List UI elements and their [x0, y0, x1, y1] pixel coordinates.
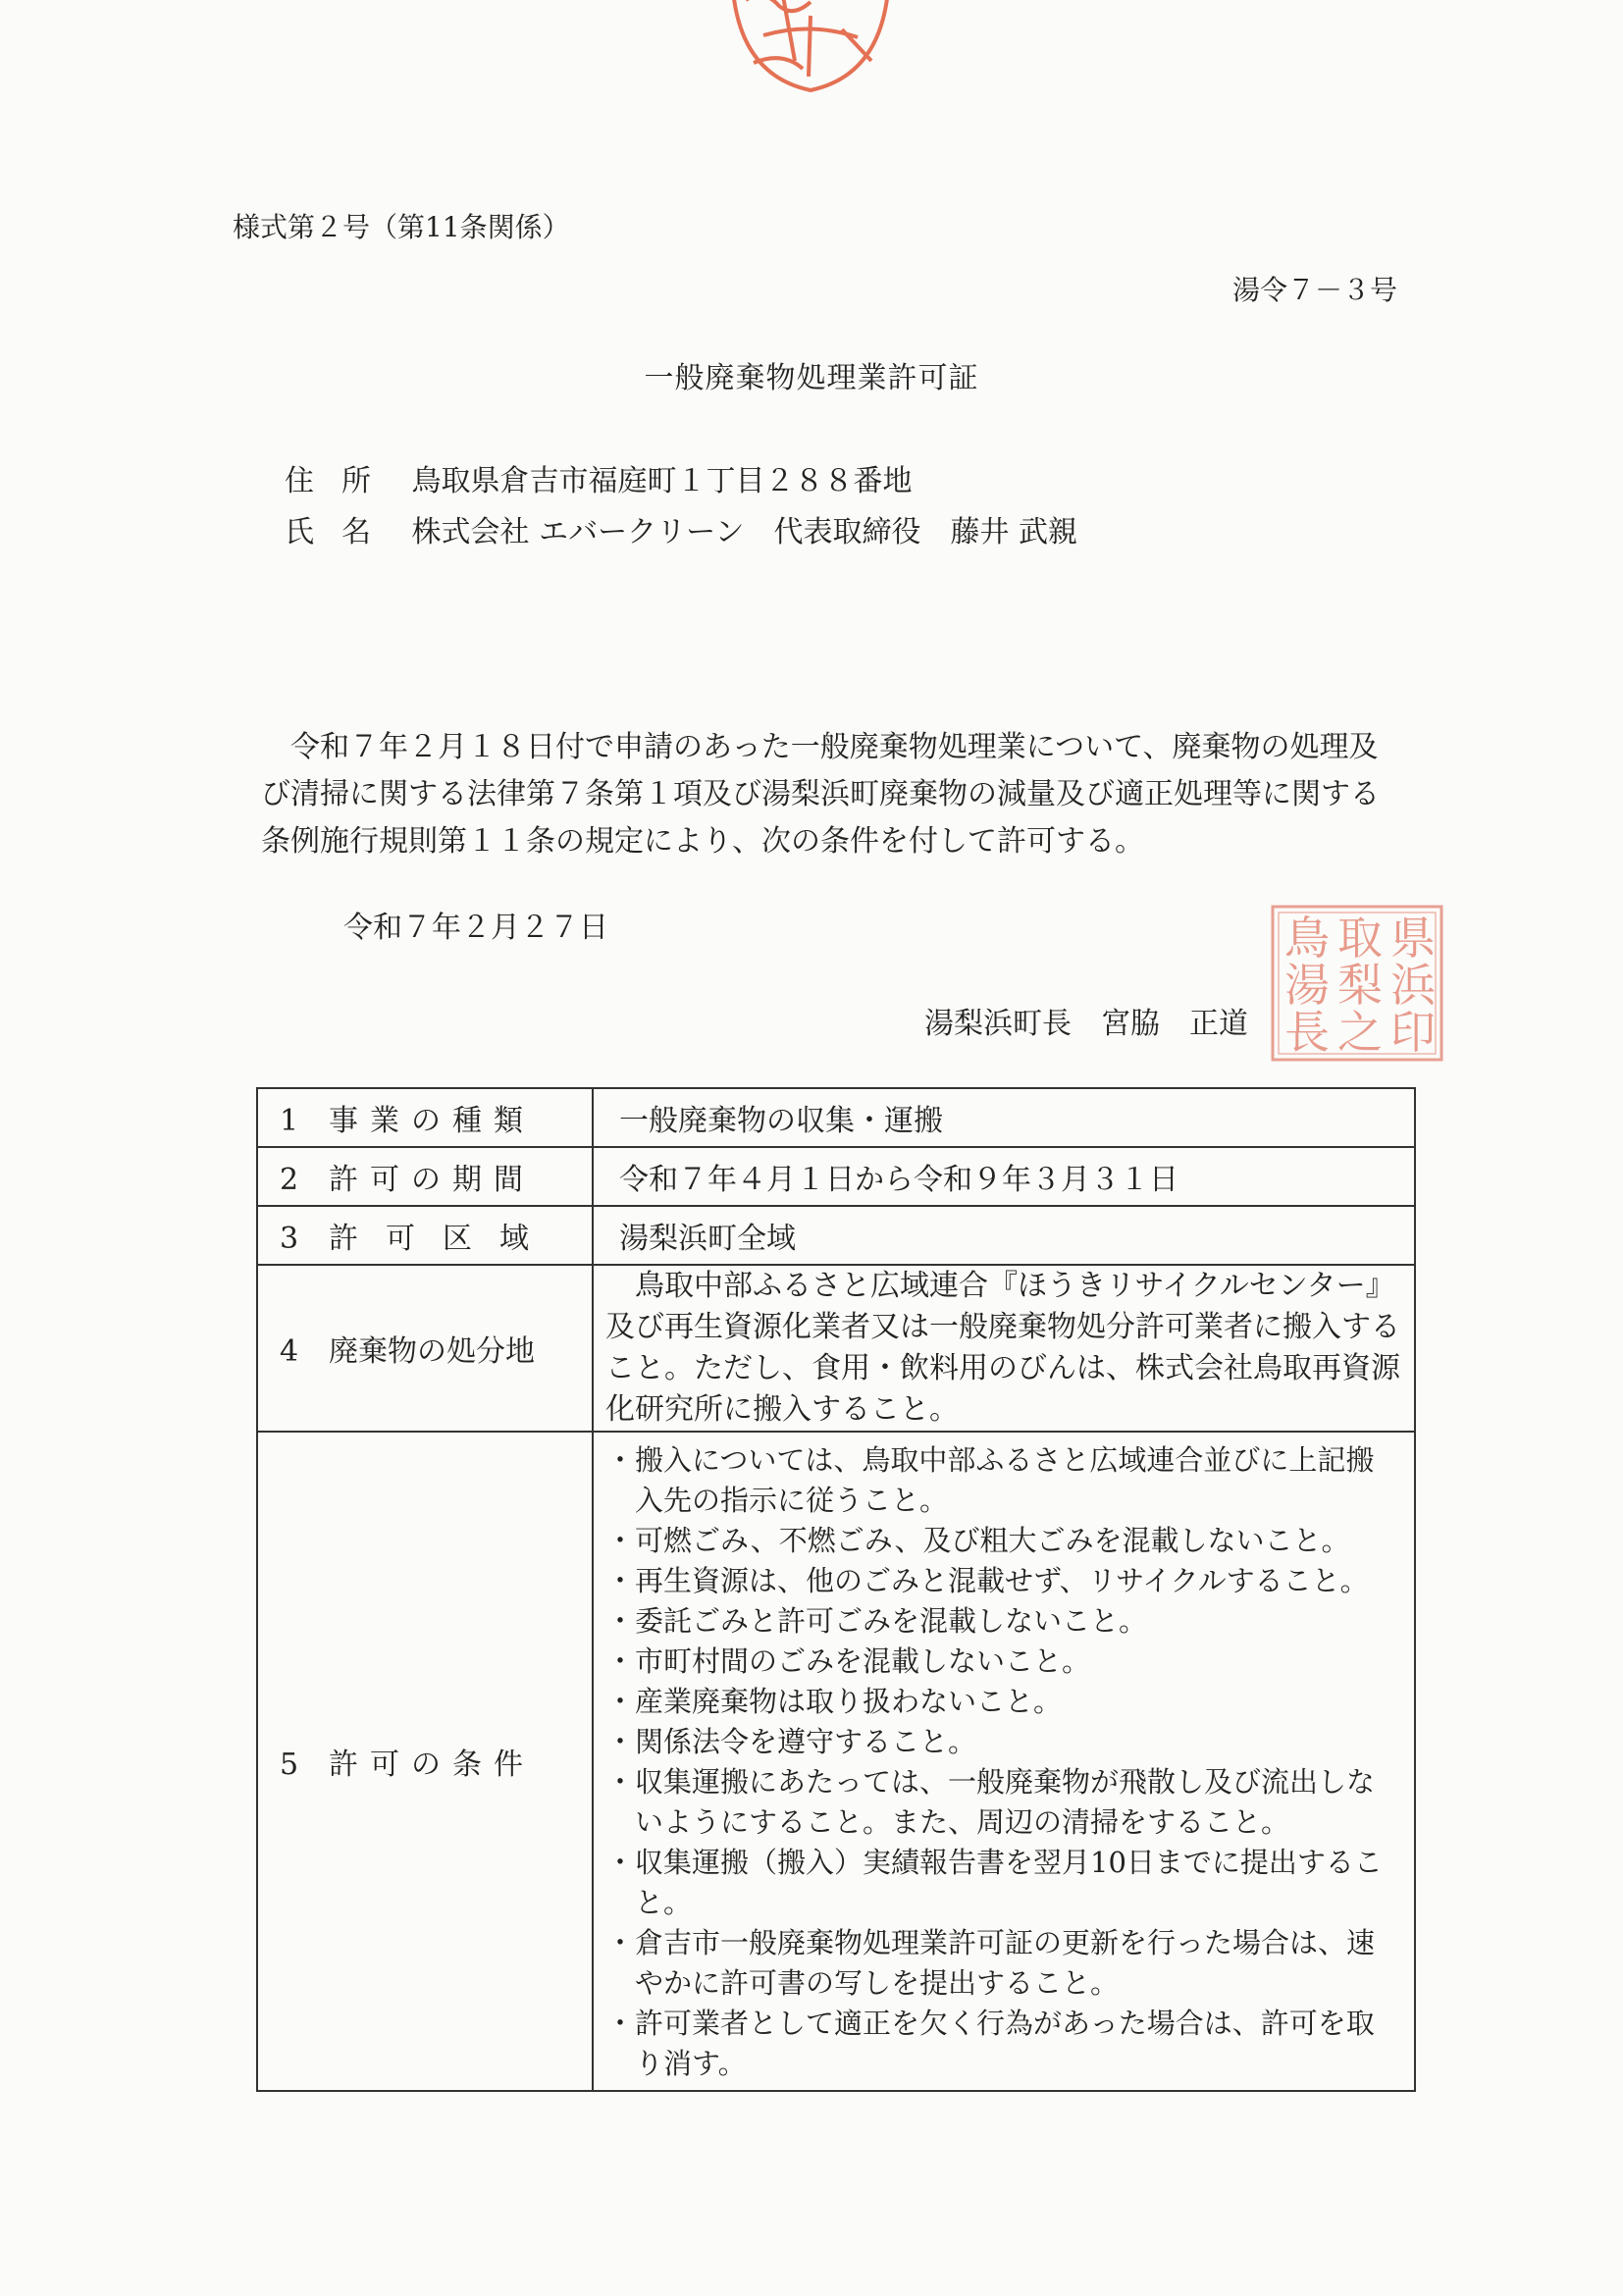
row-number: 4: [280, 1334, 299, 1369]
table-row: [257, 1206, 1415, 1265]
bullet: ・: [605, 2007, 635, 2040]
condition-text: 収集運搬（搬入）実績報告書を翌月10日までに提出すること。: [635, 1846, 1383, 1919]
row-label: [257, 1265, 593, 1432]
condition-text: 市町村間のごみを混載しないこと。: [635, 1644, 1091, 1678]
name-value: 株式会社 エバークリーン 代表取締役 藤井 武親: [411, 515, 1078, 549]
svg-text:県: 県: [1390, 912, 1436, 965]
form-reference: 様式第２号（第11条関係）: [233, 211, 570, 243]
row-value: 湯梨浜町全域: [593, 1206, 1415, 1265]
bullet: ・: [605, 1604, 635, 1638]
row-value: 鳥取中部ふるさと広域連合『ほうきリサイクルセンター』及び再生資源化業者又は一般廃棄物処分許可業者に搬入すること。ただし、食用・飲料用のびんは、株式会社鳥取再資源化研究所に搬入すること。: [593, 1265, 1415, 1432]
row-title: 許可の条件: [329, 1748, 535, 1782]
row-title: 廃棄物の処分地: [329, 1334, 535, 1369]
list-item: [605, 1762, 1402, 1843]
row-value: 一般廃棄物の収集・運搬: [593, 1088, 1415, 1147]
svg-text:浜: 浜: [1390, 959, 1436, 1012]
bullet: ・: [605, 1564, 635, 1597]
condition-text: 関係法令を遵守すること。: [635, 1725, 977, 1758]
issue-date: 令和７年２月２７日: [343, 911, 608, 945]
list-item: [605, 1561, 1402, 1601]
row-title: 許可区域: [329, 1222, 556, 1256]
issuer-signature: 湯梨浜町長 宮脇 正道: [924, 1007, 1248, 1041]
bullet: ・: [605, 1524, 635, 1557]
condition-text: 委託ごみと許可ごみを混載しないこと。: [635, 1604, 1148, 1638]
list-item: [605, 1642, 1402, 1682]
list-item: [605, 1843, 1402, 1923]
condition-text: 搬入については、鳥取中部ふるさと広域連合並びに上記搬入先の指示に従うこと。: [635, 1443, 1375, 1517]
row-label: [257, 1088, 593, 1147]
svg-text:取: 取: [1337, 912, 1383, 965]
address-label: 住所: [285, 464, 398, 498]
row-number: 2: [280, 1163, 299, 1197]
list-item: [605, 1601, 1402, 1642]
list-item: [605, 1923, 1402, 2004]
svg-text:湯: 湯: [1284, 959, 1330, 1012]
table-row: [257, 1147, 1415, 1206]
row-number: 3: [280, 1222, 299, 1256]
bullet: ・: [605, 1765, 635, 1799]
document-title: 一般廃棄物処理業許可証: [644, 361, 979, 395]
name-row: [285, 507, 1077, 550]
condition-text: 産業廃棄物は取り扱わないこと。: [635, 1685, 1063, 1718]
bullet: ・: [605, 1443, 635, 1477]
condition-text: 収集運搬にあたっては、一般廃棄物が飛散し及び流出しないようにすること。また、周辺の清掃をすること。: [635, 1765, 1376, 1839]
permit-conditions-table: [256, 1087, 1416, 2092]
permit-statement: 令和７年２月１８日付で申請のあった一般廃棄物処理業について、廃棄物の処理及び清掃に関する法律第７条第１項及び湯梨浜町廃棄物の減量及び適正処理等に関する条例施行規則第１１条の規定により、次の条件を付して許可する。: [261, 730, 1380, 859]
bullet: ・: [605, 1685, 635, 1718]
official-seal-stamp: [1267, 901, 1447, 1066]
row-title: 事業の種類: [329, 1104, 535, 1138]
list-item: [605, 1682, 1402, 1722]
condition-text: 可燃ごみ、不燃ごみ、及び粗大ごみを混載しないこと。: [635, 1524, 1350, 1557]
document-number: 湯令７－３号: [1231, 274, 1397, 306]
svg-text:印: 印: [1390, 1006, 1436, 1059]
row-number: 5: [280, 1748, 299, 1782]
table-row: [257, 1432, 1415, 2091]
row-value: [593, 1432, 1415, 2091]
address-value: 鳥取県倉吉市福庭町１丁目２８８番地: [411, 464, 913, 498]
svg-text:之: 之: [1337, 1006, 1383, 1059]
list-item: [605, 2004, 1402, 2084]
row-number: 1: [280, 1104, 299, 1138]
bullet: ・: [605, 1926, 635, 1959]
list-item: [605, 1521, 1402, 1561]
condition-list: [605, 1433, 1402, 2090]
name-label: 氏名: [285, 515, 398, 549]
row-label: [257, 1147, 593, 1206]
row-label: [257, 1432, 593, 2091]
condition-text: 倉吉市一般廃棄物処理業許可証の更新を行った場合は、速やかに許可書の写しを提出すること。: [635, 1926, 1376, 2000]
list-item: [605, 1722, 1402, 1762]
table-row: [257, 1265, 1415, 1432]
address-row: [285, 456, 913, 499]
svg-text:長: 長: [1284, 1006, 1330, 1059]
row-label: [257, 1206, 593, 1265]
row-value: 令和７年４月１日から令和９年３月３１日: [593, 1147, 1415, 1206]
condition-text: 許可業者として適正を欠く行為があった場合は、許可を取り消す。: [635, 2007, 1375, 2080]
bullet: ・: [605, 1644, 635, 1678]
table-row: [257, 1088, 1415, 1147]
condition-text: 再生資源は、他のごみと混載せず、リサイクルすること。: [635, 1564, 1369, 1597]
svg-text:鳥: 鳥: [1284, 912, 1330, 965]
bullet: ・: [605, 1725, 635, 1758]
row-title: 許可の期間: [329, 1163, 535, 1197]
list-item: [605, 1440, 1402, 1521]
top-seal-stamp: [724, 0, 897, 96]
svg-text:梨: 梨: [1337, 959, 1383, 1012]
bullet: ・: [605, 1846, 635, 1879]
